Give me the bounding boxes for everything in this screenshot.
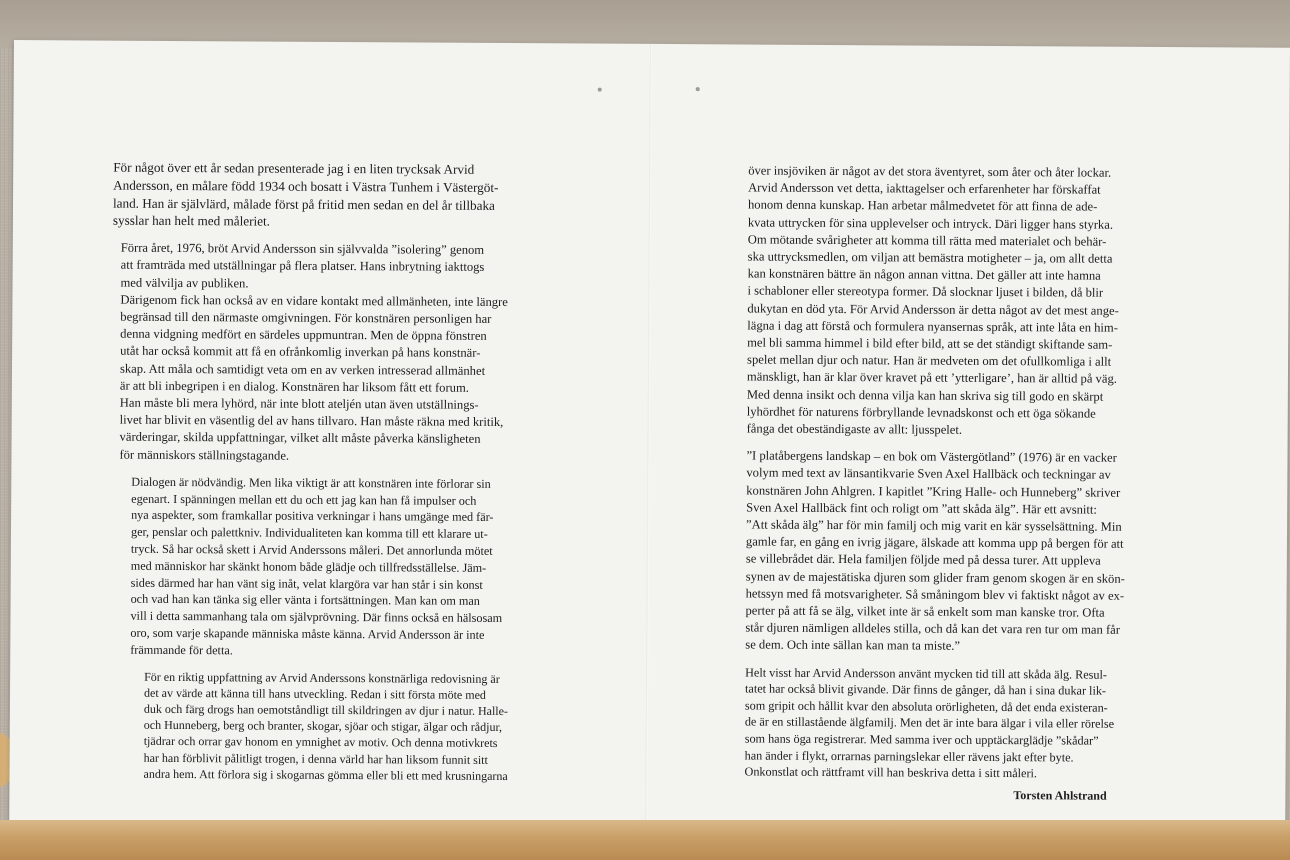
right-column <box>744 162 1208 793</box>
paragraph: För en riktig uppfattning av Arvid Anderssons konstnärliga redovisning är det av värde att känna till hans utveckling. Redan i sitt första möte med duk och färg drogs han oemotståndligt till skildringen av djur i natur. Halle- och Hunneberg, berg och branter, skogar, sjöar och stigar, älgar och rådjur, tjädrar och orrar gav honom en ymnighet av motiv. Och denna motivkrets har han förblivit pålitligt trogen, i denna värld har han liksom funnit sitt andra hem. Att förlora sig i skogarnas gömma eller bli ett med krusningarna <box>143 669 508 783</box>
staple-mark <box>696 87 700 91</box>
center-fold <box>645 44 652 834</box>
paragraph: För något över ett år sedan presenterade jag i en liten trycksak Arvid Andersson, en målare född 1934 och bosatt i Västra Tunhem i Västergöt- land. Han är självlärd, målade först på fritid men sedan en del år tillbaka sysslar han helt med måleriet. <box>112 159 499 229</box>
paragraph: ”I platåbergens landskap – en bok om Västergötland” (1976) är en vacker volym med text av länsantikvarie Sven Axel Hallbäck och teckningar av konstnären John Ahlgren. I kapitlet ”Kring Halle- och Hunneberg” skriver Sven Axel Hallbäck fint och roligt om ”att skåda älg”. Här ett avsnitt: ”Att skåda älg” har för min familj och mig varit en kär sysselsättning. Min gamle far, en gång en ivrig jägare, älskade att komma upp på bergen för att se villebrådet där. Hela familjen följde med på dessa turer. Att uppleva synen av de majestätiska djuren som glider fram genom skogen är en skön- hetssyn med få motsvarigheter. Så småningom blev vi faktiskt något av ex- perter på att få se älg, vilket inte är så enkelt som man kanske tror. Ofta står djuren nämligen alldeles stilla, och då kan det vara ren tur om man får se dem. Och inte sällan kan man ta miste.” <box>745 448 1125 654</box>
paragraph: Förra året, 1976, bröt Arvid Andersson sin självvalda ”isolering” genom att framträda med utställningar på flera platser. Hans inbrytning iakttogs med välvilja av publiken. Därigenom fick han också av en vidare kontakt med allmänheten, inte längre begränsad till den närmaste omgivningen. För konstnären personligen har denna vidgning medfört en särdeles uppmuntran. Men de öppna fönstren utåt har också kommit att få en ofrånkomlig inverkan på hans konstnär- skap. Att måla och samtidigt veta om en av verken intresserad allmänhet är att bli inbegripen i en dialog. Konstnären har liksom fått ett forum. Han måste bli mera lyhörd, när inte blott ateljén utan även utställnings- livet har blivit en väsentlig del av hans tillvaro. Han måste räkna med kritik, värderingar, skilda uppfattningar, vilket allt måste påverka känsligheten för människors ställningstagande. <box>119 240 508 463</box>
left-column <box>109 159 583 795</box>
author-signature: Torsten Ahlstrand <box>1013 788 1107 803</box>
wooden-frame <box>0 820 1290 860</box>
paragraph: Dialogen är nödvändig. Men lika viktigt är att konstnären inte förlorar sin egenart. I spänningen mellan ett du och ett jag kan han få impulser och nya aspekter, som framkallar positiva verkningar i hans umgänge med fär- ger, penslar och palettkniv. Individualiteten kan komma till ett klarare ut- tryck. Så har också skett i Arvid Anderssons måleri. Det annorlunda mötet med människor har skänkt honom både glädje och tillfredsställelse. Jäm- sides därmed har han vänt sig inåt, velat klargöra var han står i sin konst och vad han kan tänka sig eller vänta i fortsättningen. Man kan om man vill i detta sammanhang tala om självprövning. Där finns också en hälsosam oro, som varje skapande människa måste känna. Arvid Andersson är inte främmande för detta. <box>130 474 503 658</box>
paragraph: Helt visst har Arvid Andersson använt mycken tid till att skåda älg. Resul- tatet har också blivit givande. Där finns de gånger, då han i sina dukar lik- som gripit och hållit kvar den absoluta orörligheten, då det enda existeran- de är en stillastående älgfamilj. Men det är inte bara älgar i vila eller rörelse som hans öga registrerar. Med samma iver och upptäckarglädje ”skådar” han änder i flykt, orrarnas parningslekar eller rävens jakt efter byte. Onkonstlat och rättframt vill han beskriva detta i sitt måleri. <box>744 665 1115 781</box>
paragraph: över insjöviken är något av det stora äventyret, som åter och åter lockar. Arvid Andersson vet detta, iakttagelser och erfarenheter har förskaffat honom denna kunskap. Han arbetar målmedvetet för att finna de ade- kvata uttrycken för sina upplevelser och intryck. Däri ligger hans styrka. Om mötande svårigheter att komma till rätta med materialet och behär- ska uttrycksmedlen, om viljan att bemästra motigheter – ja, om allt detta kan konstnären bättre än någon annan vittna. Det gäller att inte hamna i schabloner eller stereotypa former. Då slocknar ljuset i bilden, då blir dukytan en död yta. För Arvid Andersson är detta något av det mest ange- lägna i dag att förstå och formulera nyansernas språk, att inte låta en him- mel bli samma himmel i bild efter bild, att se det ständigt skiftande sam- spelet mellan djur och natur. Han är medveten om det ofullkomliga i allt mänskligt, han är klar över kravet på ett ’ytterligare’, han är alltid på väg. Med denna insikt och denna vilja kan han skriva sig till godo en skärpt lyhördhet för naturens förbryllande levnadskonst och ett öga sökande fånga det obeständigaste av allt: ljusspelet. <box>746 163 1119 437</box>
staple-mark <box>598 88 602 92</box>
printed-leaflet <box>9 40 1290 838</box>
